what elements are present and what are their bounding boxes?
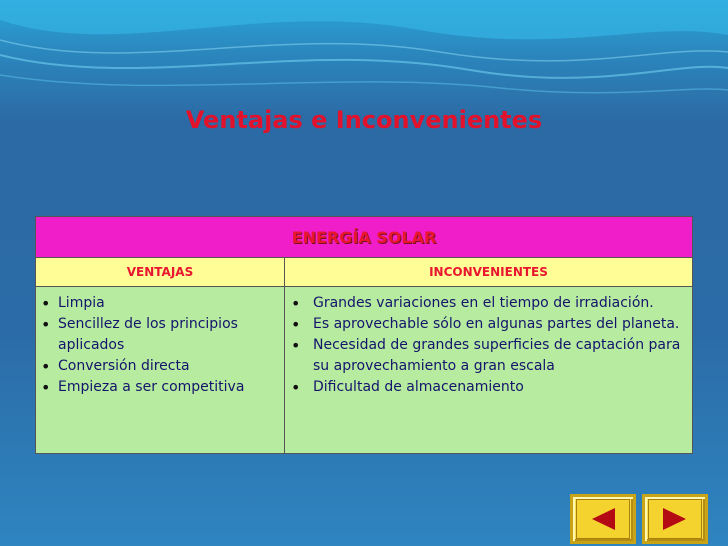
list-item: • Es aprovechable sólo en algunas partes del planeta. bbox=[313, 314, 692, 335]
table-header: ENERGÍA SOLAR bbox=[36, 217, 693, 258]
ventajas-header: VENTAJAS bbox=[36, 258, 285, 287]
comparison-table bbox=[35, 216, 693, 454]
list-item: • Necesidad de grandes superficies de captación para su aprovechamiento a gran escala bbox=[313, 335, 692, 377]
list-item: • Dificultad de almacenamiento bbox=[313, 377, 692, 398]
previous-button[interactable] bbox=[570, 494, 636, 544]
inconvenientes-cell bbox=[285, 287, 693, 454]
list-item: • Grandes variaciones en el tiempo de irradiación. bbox=[313, 293, 692, 314]
list-item: • Empieza a ser competitiva bbox=[58, 377, 284, 398]
list-item: • Limpia bbox=[58, 293, 284, 314]
triangle-right-icon bbox=[661, 506, 689, 532]
ventajas-list bbox=[36, 293, 284, 398]
next-button[interactable] bbox=[642, 494, 708, 544]
inconvenientes-list bbox=[285, 293, 692, 398]
triangle-left-icon bbox=[589, 506, 617, 532]
inconvenientes-header: INCONVENIENTES bbox=[285, 258, 693, 287]
list-item: • Sencillez de los principios aplicados bbox=[58, 314, 284, 356]
ventajas-cell bbox=[36, 287, 285, 454]
slide-title: Ventajas e Inconvenientes bbox=[185, 106, 543, 134]
list-item: • Conversión directa bbox=[58, 356, 284, 377]
wave-background bbox=[0, 0, 728, 110]
